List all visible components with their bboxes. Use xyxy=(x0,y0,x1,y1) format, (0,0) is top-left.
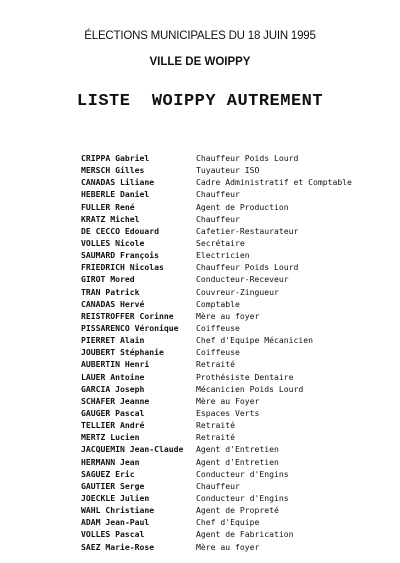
candidate-occupation: Chauffeur Poids Lourd xyxy=(196,153,299,163)
candidate-row xyxy=(0,261,400,273)
candidate-occupation: Chauffeur xyxy=(196,189,240,200)
candidate-name: VOLLES Nicole xyxy=(81,237,145,248)
candidate-name: GAUTIER Serge xyxy=(81,480,145,491)
candidate-occupation: Coiffeuse xyxy=(196,322,240,333)
candidate-row xyxy=(0,152,400,164)
candidate-name: KRATZ Michel xyxy=(81,213,140,224)
candidate-occupation: Cadre Administratif et Comptable xyxy=(196,177,352,188)
candidate-name: DE CECCO Edouard xyxy=(81,225,159,236)
candidate-row xyxy=(0,419,400,431)
candidate-occupation: Tuyauteur ISO xyxy=(196,165,260,176)
candidate-row xyxy=(0,213,400,225)
candidate-name: HEBERLE Daniel xyxy=(81,189,150,200)
candidate-name: GARCIA Joseph xyxy=(81,383,145,394)
candidate-name: AUBERTIN Henri xyxy=(81,359,150,370)
candidate-row xyxy=(0,468,400,480)
candidate-name: MERTZ Lucien xyxy=(81,432,140,443)
candidate-occupation: Chef d'Equipe xyxy=(196,517,260,528)
candidate-occupation: Agent de Production xyxy=(196,201,289,212)
candidate-occupation: Mère au foyer xyxy=(196,541,260,552)
candidate-name: SAUMARD François xyxy=(81,250,159,261)
candidate-row xyxy=(0,443,400,455)
candidate-row xyxy=(0,164,400,176)
candidate-occupation: Conducteur-Receveur xyxy=(196,274,289,285)
candidate-row xyxy=(0,504,400,516)
candidate-occupation: Espaces Verts xyxy=(196,407,260,418)
candidate-row xyxy=(0,407,400,419)
candidate-row xyxy=(0,492,400,504)
candidate-occupation: Chauffeur xyxy=(196,213,240,224)
candidate-name: JACQUEMIN Jean-Claude xyxy=(81,444,184,455)
candidate-name: MERSCH Gilles xyxy=(81,165,145,176)
candidate-name: FULLER René xyxy=(81,201,135,212)
town-name: VILLE DE WOIPPY xyxy=(149,56,251,68)
candidate-row xyxy=(0,480,400,492)
candidate-name: REISTROFFER Corinne xyxy=(81,310,174,321)
candidate-row xyxy=(0,358,400,370)
candidate-name: VOLLES Pascal xyxy=(81,529,145,540)
candidate-row xyxy=(0,334,400,346)
candidate-row xyxy=(0,310,400,322)
candidate-row xyxy=(0,249,400,261)
list-title: LISTE WOIPPY AUTREMENT xyxy=(76,92,324,111)
candidate-occupation: Secrétaire xyxy=(196,237,245,248)
candidate-list xyxy=(0,152,400,553)
candidate-name: SCHAFER Jeanne xyxy=(81,395,150,406)
candidate-row xyxy=(0,346,400,358)
candidate-name: CANADAS Hervé xyxy=(81,298,145,309)
candidate-occupation: Mère au foyer xyxy=(196,310,260,321)
candidate-occupation: Mécanicien Poids Lourd xyxy=(196,383,304,394)
candidate-row xyxy=(0,201,400,213)
candidate-occupation: Agent d'Entretien xyxy=(196,456,279,467)
candidate-occupation: Cafetier-Restaurateur xyxy=(196,225,299,236)
candidate-row xyxy=(0,188,400,200)
candidate-occupation: Chauffeur Poids Lourd xyxy=(196,262,299,273)
candidate-occupation: Chauffeur xyxy=(196,480,240,491)
candidate-row xyxy=(0,431,400,443)
candidate-name: FRIEDRICH Nicolas xyxy=(81,262,164,273)
candidate-row xyxy=(0,273,400,285)
candidate-row xyxy=(0,371,400,383)
candidate-occupation: Chef d'Equipe Mécanicien xyxy=(196,335,313,346)
candidate-occupation: Retraité xyxy=(196,432,235,443)
candidate-name: PIERRET Alain xyxy=(81,335,145,346)
candidate-row xyxy=(0,286,400,298)
candidate-occupation: Mère au Foyer xyxy=(196,395,260,406)
candidate-name: GIROT Mored xyxy=(81,274,135,285)
candidate-occupation: Electricien xyxy=(196,250,250,261)
candidate-occupation: Retraité xyxy=(196,420,235,431)
candidate-name: TRAN Patrick xyxy=(81,286,140,297)
candidate-name: CANADAS Liliane xyxy=(81,177,155,188)
candidate-name: LAUER Antoine xyxy=(81,371,145,382)
candidate-occupation: Comptable xyxy=(196,298,240,309)
election-header: ÉLECTIONS MUNICIPALES DU 18 JUIN 1995 xyxy=(84,30,316,42)
candidate-row xyxy=(0,395,400,407)
candidate-row xyxy=(0,237,400,249)
candidate-row xyxy=(0,298,400,310)
candidate-row xyxy=(0,541,400,553)
candidate-name: WAHL Christiane xyxy=(81,505,155,516)
candidate-row xyxy=(0,383,400,395)
candidate-occupation: Prothésiste Dentaire xyxy=(196,371,294,382)
candidate-row xyxy=(0,528,400,540)
candidate-name: CRIPPA Gabriel xyxy=(81,153,150,163)
candidate-row xyxy=(0,225,400,237)
candidate-name: SAEZ Marie-Rose xyxy=(81,541,155,552)
candidate-row xyxy=(0,176,400,188)
candidate-row xyxy=(0,456,400,468)
candidate-occupation: Coiffeuse xyxy=(196,347,240,358)
candidate-name: JOUBERT Stéphanie xyxy=(81,347,164,358)
candidate-row xyxy=(0,322,400,334)
candidate-occupation: Couvreur-Zingueur xyxy=(196,286,279,297)
candidate-occupation: Conducteur d'Engins xyxy=(196,468,289,479)
candidate-row xyxy=(0,516,400,528)
candidate-name: SAGUEZ Eric xyxy=(81,468,135,479)
candidate-name: ADAM Jean-Paul xyxy=(81,517,150,528)
candidate-occupation: Conducteur d'Engins xyxy=(196,492,289,503)
candidate-occupation: Agent de Propreté xyxy=(196,505,279,516)
candidate-name: HERMANN Jean xyxy=(81,456,140,467)
candidate-occupation: Agent d'Entretien xyxy=(196,444,279,455)
candidate-occupation: Retraité xyxy=(196,359,235,370)
candidate-name: GAUGER Pascal xyxy=(81,407,145,418)
candidate-name: TELLIER André xyxy=(81,420,145,431)
candidate-occupation: Agent de Fabrication xyxy=(196,529,294,540)
candidate-name: JOECKLE Julien xyxy=(81,492,150,503)
candidate-name: PISSARENCO Véronique xyxy=(81,322,179,333)
